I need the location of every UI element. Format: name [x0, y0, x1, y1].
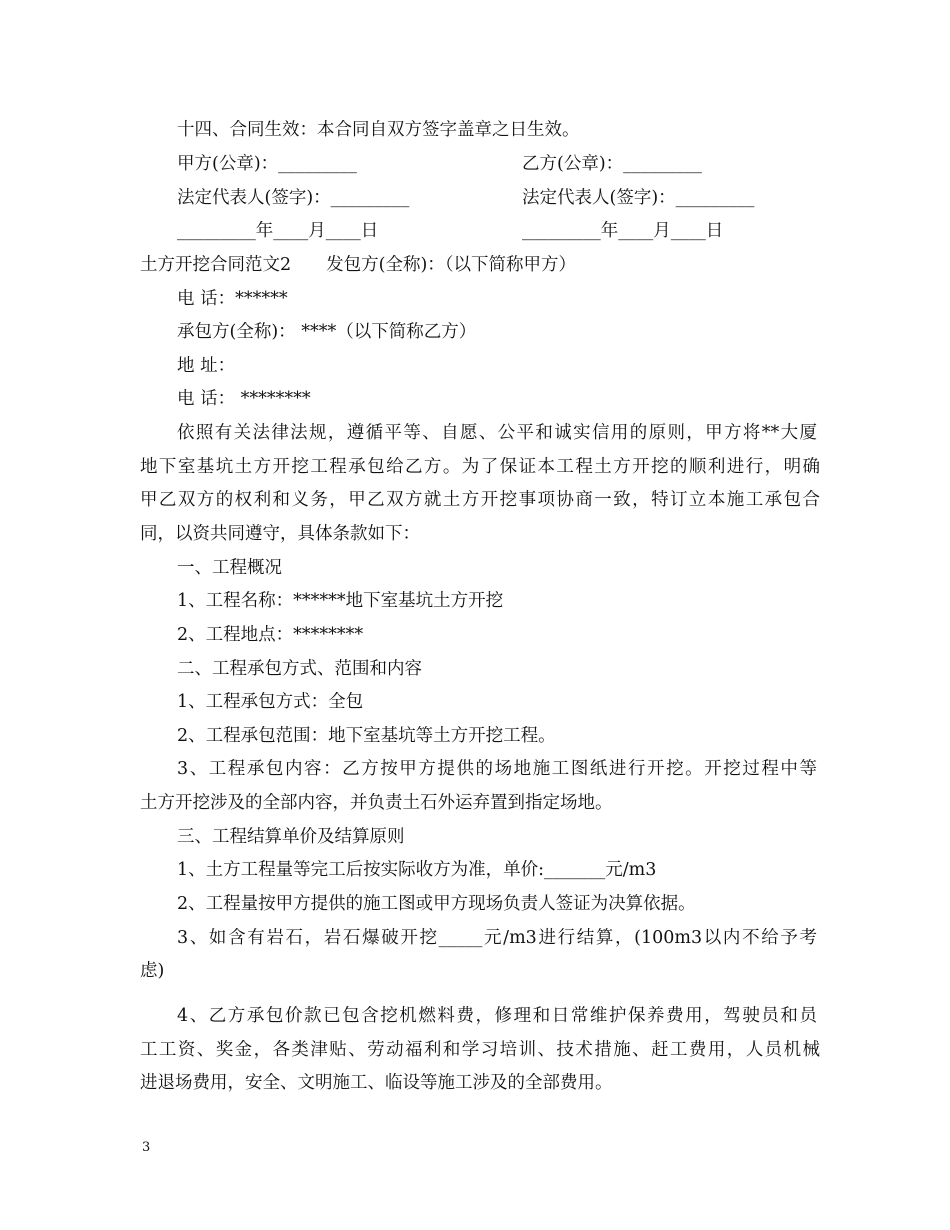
price-inclusion-line-3: 进退场费用，安全、文明施工、临设等施工涉及的全部费用。 [140, 1073, 613, 1093]
contract-mode: 1、工程承包方式：全包 [177, 692, 364, 712]
employer-phone: 电 话：****** [177, 289, 288, 309]
section-3-heading: 三、工程结算单价及结算原则 [177, 827, 405, 847]
clause-14-effective: 十四、合同生效：本合同自双方签字盖章之日生效。 [177, 120, 580, 140]
party-b-seal: 乙方(公章)：_________ [522, 154, 702, 174]
contractor-phone: 电 话： ******** [177, 389, 311, 409]
preamble-line-3: 甲乙双方的权利和义务，甲乙双方就土方开挖事项协商一致，特订立本施工承包合 [140, 490, 820, 510]
rock-clause-line-1: 3、如含有岩石，岩石爆破开挖_____元/m3进行结算，(100m3以内不给予考 [177, 928, 817, 948]
contract-content-line-2: 土方开挖涉及的全部内容，并负责土石外运弃置到指定场地。 [140, 793, 613, 813]
party-b-representative: 法定代表人(签字)：_________ [522, 188, 755, 208]
party-b-date: _________年____月____日 [522, 221, 724, 241]
section-1-heading: 一、工程概况 [177, 558, 282, 578]
rock-clause-line-2: 虑) [140, 961, 165, 981]
project-name: 1、工程名称：******地下室基坑土方开挖 [177, 591, 504, 611]
price-inclusion-line-2: 工工资、奖金，各类津贴、劳动福利和学习培训、技术措施、赶工费用，人员机械 [140, 1040, 820, 1060]
quantity-basis-clause: 2、工程量按甲方提供的施工图或甲方现场负责人签证为决算依据。 [177, 894, 696, 914]
unit-price-clause: 1、土方工程量等完工后按实际收方为准，单价:_______元/m3 [177, 860, 657, 880]
preamble-line-1: 依照有关法律法规，遵循平等、自愿、公平和诚实信用的原则，甲方将**大厦 [177, 423, 817, 443]
party-a-seal: 甲方(公章)：_________ [177, 154, 357, 174]
preamble-line-2: 地下室基坑土方开挖工程承包给乙方。为了保证本工程土方开挖的顺利进行，明确 [140, 457, 820, 477]
preamble-line-4: 同，以资共同遵守，具体条款如下： [140, 524, 420, 544]
contract-2-heading: 土方开挖合同范文2 发包方(全称)：（以下简称甲方） [140, 255, 577, 275]
party-a-representative: 法定代表人(签字)：_________ [177, 188, 410, 208]
project-location: 2、工程地点：******** [177, 625, 364, 645]
contract-content-line-1: 3、工程承包内容：乙方按甲方提供的场地施工图纸进行开挖。开挖过程中等 [177, 759, 817, 779]
page-number: 3 [142, 1140, 151, 1155]
price-inclusion-line-1: 4、乙方承包价款已包含挖机燃料费，修理和日常维护保养费用，驾驶员和员 [177, 1006, 817, 1026]
section-2-heading: 二、工程承包方式、范围和内容 [177, 659, 422, 679]
contractor-address: 地 址： [177, 356, 236, 376]
contract-scope: 2、工程承包范围：地下室基坑等土方开挖工程。 [177, 726, 556, 746]
contractor-name: 承包方(全称)： ****（以下简称乙方） [177, 322, 477, 342]
party-a-date: _________年____月____日 [177, 221, 379, 241]
